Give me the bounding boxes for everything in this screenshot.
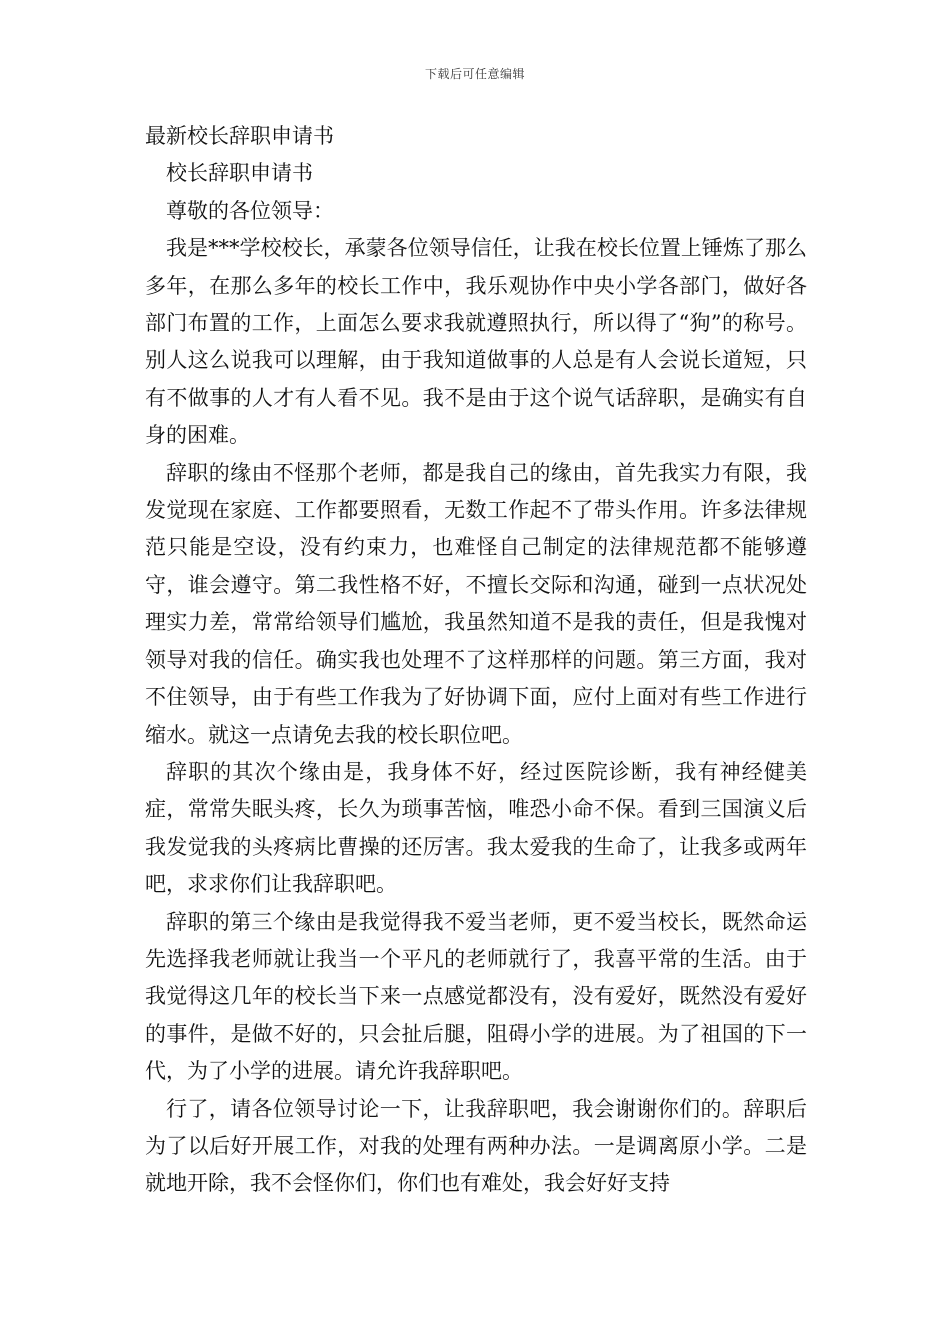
paragraph-3: 辞职的其次个缘由是，我身体不好，经过医院诊断，我有神经健美症，常常失眠头疼，长久为琐事苦恼，唯恐小命不保。看到三国演义后我发觉我的头疼病比曹操的还厉害。我太爱我的生命了，让我多或两年吧，求求你们让我辞职吧。 bbox=[145, 759, 807, 897]
paragraph-1: 我是***学校校长，承蒙各位领导信任，让我在校长位置上锤炼了那么多年，在那么多年的校长工作中，我乐观协作中央小学各部门，做好各部门布置的工作，上面怎么要求我就遵照执行，所以得了“狗”的称号。别人这么说我可以理解，由于我知道做事的人总是有人会说长道短，只有不做事的人才有人看不见。我不是由于这个说气话辞职，是确实有自身的困难。 bbox=[145, 236, 807, 448]
salutation: 尊敬的各位领导： bbox=[166, 198, 334, 223]
paragraph-4: 辞职的第三个缘由是我觉得我不爱当老师，更不爱当校长，既然命运先选择我老师就让我当一个平凡的老师就行了，我喜平常的生活。由于我觉得这几年的校长当下来一点感觉都没有，没有爱好，既然没有爱好的事件，是做不好的，只会扯后腿，阻碍小学的进展。为了祖国的下一代，为了小学的进展。请允许我辞职吧。 bbox=[145, 909, 807, 1084]
paragraph-2: 辞职的缘由不怪那个老师，都是我自己的缘由，首先我实力有限，我发觉现在家庭、工作都要照看，无数工作起不了带头作用。许多法律规范只能是空设，没有约束力，也难怪自己制定的法律规范都不能够遵守，谁会遵守。第二我性格不好，不擅长交际和沟通，碰到一点状况处理实力差，常常给领导们尴尬，我虽然知道不是我的责任，但是我愧对领导对我的信任。确实我也处理不了这样那样的问题。第三方面，我对不住领导，由于有些工作我为了好协调下面，应付上面对有些工作进行缩水。就这一点请免去我的校长职位吧。 bbox=[145, 460, 807, 747]
document-title: 最新校长辞职申请书 bbox=[145, 124, 334, 148]
paragraph-5: 行了，请各位领导讨论一下，让我辞职吧，我会谢谢你们的。辞职后为了以后好开展工作，对我的处理有两种办法。一是调离原小学。二是就地开除，我不会怪你们，你们也有难处，我会好好支持 bbox=[145, 1096, 807, 1196]
header-note: 下载后可任意编辑 bbox=[424, 67, 525, 81]
document-subtitle: 校长辞职申请书 bbox=[166, 161, 313, 186]
document-body bbox=[145, 118, 807, 1203]
